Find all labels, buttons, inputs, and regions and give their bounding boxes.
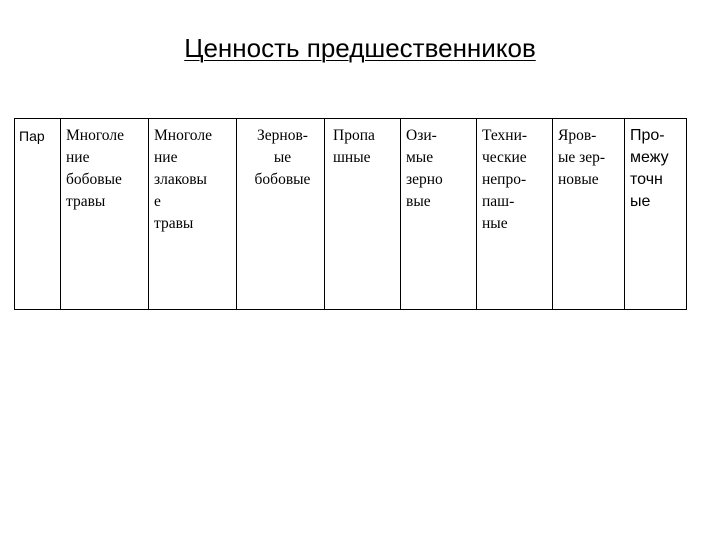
cell-par: Пар: [15, 119, 61, 310]
cell-intermediate-crops: Про- межу точн ые: [625, 119, 687, 310]
cell-perennial-cereal-grasses: [149, 119, 237, 310]
cell-spring-grains: Яров- ые зер- новые: [553, 119, 625, 310]
cell-winter-grains: Ози- мые зерно вые: [401, 119, 477, 310]
cell-grain-legumes-text: Зернов- ые бобовые: [254, 127, 311, 188]
predecessors-table: [14, 118, 687, 310]
page-title: Ценность предшественников: [184, 33, 536, 63]
cell-row-crops: Пропа шные: [325, 119, 401, 310]
cell-technical-crops: Техни- ческие непро- паш- ные: [477, 119, 553, 310]
table-row: [15, 119, 687, 310]
cell-perennial-cereal-grasses-text: Многоле ние злаковы e травы: [154, 127, 212, 232]
cell-perennial-legume-grasses: Многоле ние бобовые травы: [61, 119, 149, 310]
cell-grain-legumes: [237, 119, 325, 310]
